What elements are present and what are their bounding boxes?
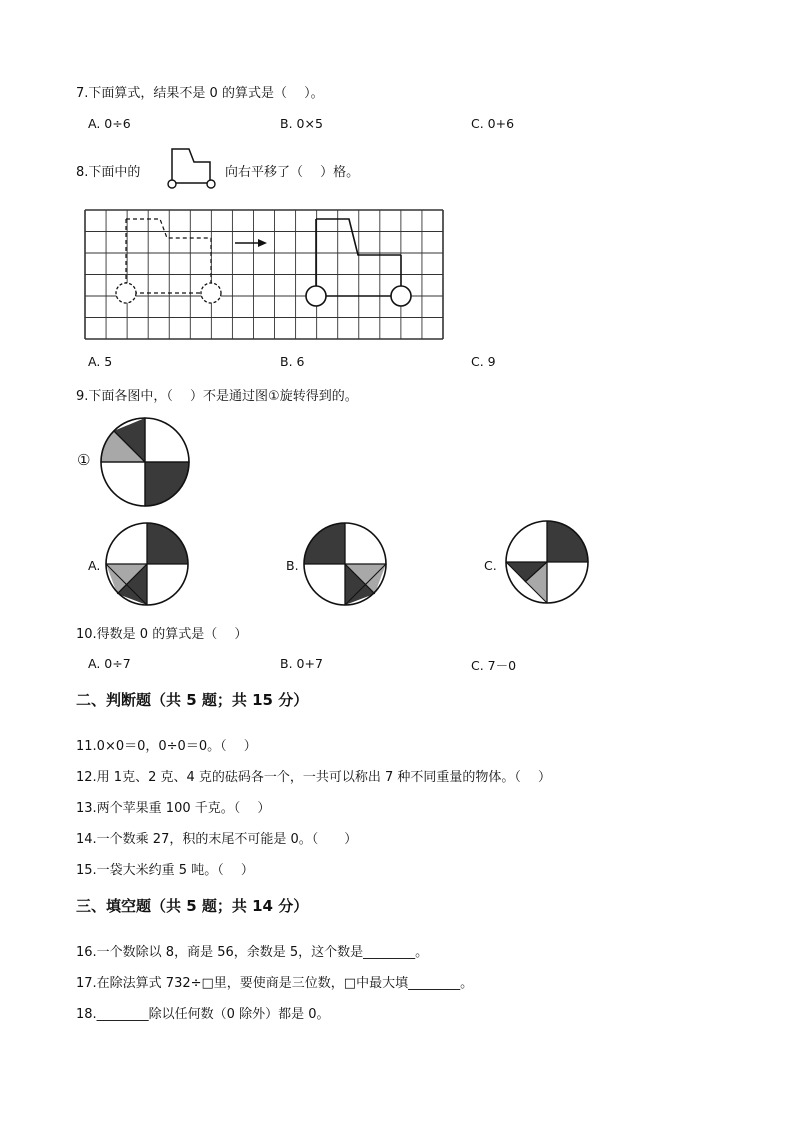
- question-8-prefix: 8.下面中的: [76, 165, 141, 180]
- q7-option-a[interactable]: A. 0÷6: [88, 116, 131, 131]
- q9-option-c-figure[interactable]: [505, 520, 589, 604]
- rotation-figure-1: [100, 417, 190, 507]
- q9-option-b-figure[interactable]: [303, 522, 387, 606]
- question-16: 16.一个数除以 8，商是 56，余数是 5，这个数是________。: [76, 945, 429, 960]
- grid-translation-figure: [84, 209, 444, 340]
- q8-option-a[interactable]: A. 5: [88, 354, 113, 369]
- question-18: 18.________除以任何数（0 除外）都是 0。: [76, 1007, 330, 1022]
- question-10: 10.得数是 0 的算式是（ ）: [76, 627, 248, 642]
- q7-option-c[interactable]: C. 0+6: [471, 116, 515, 131]
- question-8-suffix: 向右平移了（ ）格。: [225, 165, 360, 180]
- question-7: 7.下面算式，结果不是 0 的算式是（ ）。: [76, 86, 324, 101]
- question-15: 15.一袋大米约重 5 吨。（ ）: [76, 863, 254, 878]
- q10-option-b[interactable]: B. 0+7: [280, 656, 323, 671]
- q10-option-c[interactable]: C. 7－0: [471, 658, 517, 673]
- q8-option-c[interactable]: C. 9: [471, 354, 496, 369]
- q9-option-b-label[interactable]: B.: [286, 558, 299, 573]
- q10-option-a[interactable]: A. 0÷7: [88, 656, 131, 671]
- question-9: 9.下面各图中，（ ）不是通过图①旋转得到的。: [76, 389, 358, 404]
- question-14: 14.一个数乘 27，积的末尾不可能是 0。（ ）: [76, 832, 358, 847]
- q9-option-c-label[interactable]: C.: [484, 558, 497, 573]
- q8-option-b[interactable]: B. 6: [280, 354, 305, 369]
- q9-option-a-figure[interactable]: [105, 522, 189, 606]
- question-11: 11.0×0＝0，0÷0＝0。（ ）: [76, 739, 257, 754]
- figure-1-label: ①: [77, 451, 91, 469]
- section-3-title: 三、填空题（共 5 题；共 14 分）: [76, 897, 309, 915]
- q7-option-b[interactable]: B. 0×5: [280, 116, 323, 131]
- truck-icon: [163, 146, 219, 190]
- question-17: 17.在除法算式 732÷□里，要使商是三位数，□中最大填________。: [76, 976, 474, 991]
- section-2-title: 二、判断题（共 5 题；共 15 分）: [76, 691, 309, 709]
- question-13: 13.两个苹果重 100 千克。（ ）: [76, 801, 271, 816]
- question-12: 12.用 1克、2 克、4 克的砝码各一个，一共可以称出 7 种不同重量的物体。（ ）: [76, 770, 552, 785]
- q9-option-a-label[interactable]: A.: [88, 558, 101, 573]
